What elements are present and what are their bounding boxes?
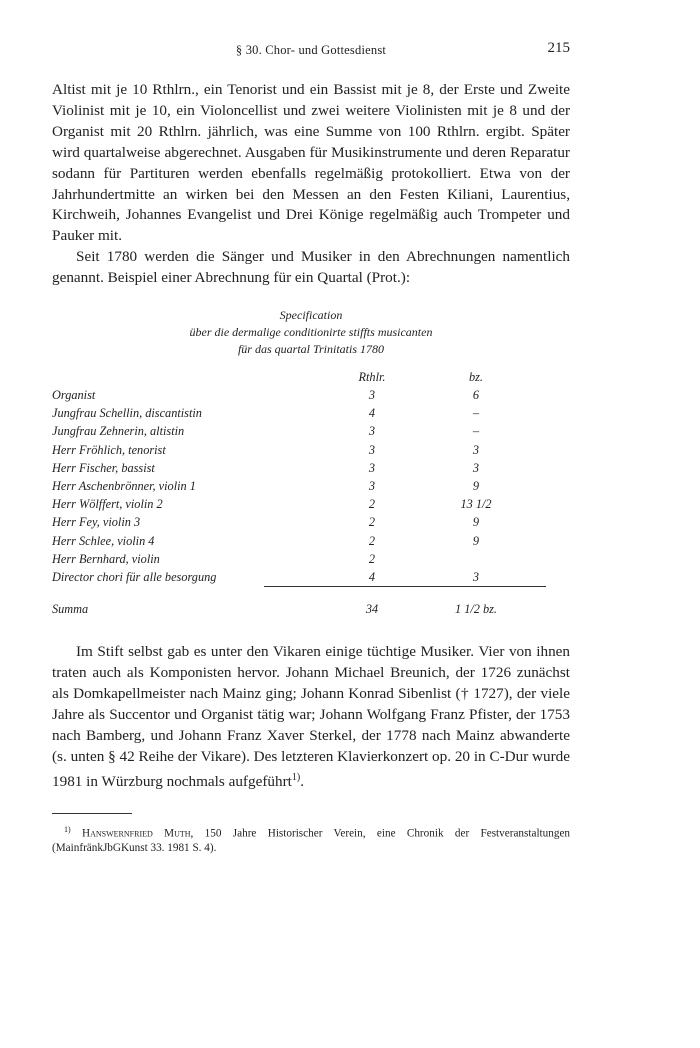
- specification-table: [52, 368, 570, 618]
- table-header-row: [52, 368, 570, 386]
- cell-name: Herr Wölffert, violin 2: [52, 497, 163, 512]
- table-row: [52, 513, 570, 531]
- cell-rthlr: 2: [368, 533, 376, 548]
- column-header-bz: bz.: [468, 370, 483, 385]
- cell-bz: –: [472, 424, 480, 439]
- spec-title-line-2: über die dermalige conditionirte stiffts musicanten: [189, 325, 433, 340]
- specification-title: [52, 307, 570, 358]
- cell-rthlr: 2: [368, 515, 376, 530]
- running-title: § 30. Chor- und Gottesdienst: [235, 43, 387, 57]
- footnote-marker: 1): [64, 824, 71, 834]
- main-text: [52, 80, 570, 289]
- cell-bz: 9: [472, 479, 480, 493]
- spec-title-line-3: für das quartal Trinitatis 1780: [237, 342, 385, 357]
- cell-name: Herr Bernhard, violin: [52, 551, 160, 566]
- cell-rthlr: 3: [368, 479, 376, 493]
- paragraph-3-text: Im Stift selbst gab es unter den Vikaren einige tüchtige Musiker. Vier von ihnen traten auch als Komponisten hervor. Johann Michael Breunich, der 1726 zunächst als Domkapellmeister nach Mainz ging; Johann Konrad Sibenlist († 1727), der viele Jahre als Succentor und Organist tätig war; Johann Wolfgang Franz Pfister, der 1753 nach Bamberg, und Johann Franz Xaver Sterkel, der 1778 nach Mainz abwanderte (s. unten § 42 Reihe der Vikare). Des letzteren Klavierkonzert op. 20 in C-Dur wurde 1981 in Würzburg nochmals aufgeführt: [52, 643, 570, 790]
- table-row: [52, 532, 570, 550]
- cell-rthlr: 3: [368, 388, 376, 403]
- main-text-2: [52, 642, 570, 792]
- table-row: [52, 441, 570, 459]
- paragraph-3: [52, 642, 570, 792]
- table-row: [52, 568, 570, 586]
- cell-name: Herr Fischer, bassist: [52, 460, 155, 475]
- cell-rthlr: 4: [368, 406, 376, 421]
- paragraph-3-end: .: [300, 772, 304, 790]
- footnote: [52, 822, 570, 857]
- cell-bz: 3: [472, 442, 480, 457]
- cell-name: Herr Aschenbrönner, violin 1: [52, 479, 196, 493]
- footnote-ref[interactable]: 1): [291, 771, 301, 783]
- table-row: [52, 404, 570, 422]
- cell-name: Jungfrau Zehnerin, altistin: [52, 424, 185, 439]
- paragraph-2: Seit 1780 werden die Sänger und Musiker in den Abrechnungen namentlich genannt. Beispiel einer Abrechnung für ein Quartal (Prot.):: [52, 248, 570, 287]
- footnote-author: Hanswernfried Muth: [82, 827, 191, 840]
- cell-bz: 9: [472, 533, 480, 548]
- column-header-rthlr: Rthlr.: [358, 370, 386, 385]
- cell-rthlr: 3: [368, 442, 376, 457]
- spec-title-line-1: Specification: [279, 308, 343, 323]
- cell-bz: 13 1/2: [460, 497, 492, 512]
- page-header: [52, 40, 570, 64]
- footnote-rule: [52, 813, 132, 814]
- document-page: [52, 40, 570, 856]
- paragraph-1: Altist mit je 10 Rthlrn., ein Tenorist und ein Bassist mit je 8, der Erste und Zweite Violinist mit je 10, ein Violoncellist und zwei weitere Violinisten mit je 8 und der Organist mit 20 Rthlrn. jährlich, was eine Summe von 100 Rthlrn. ergibt. Später wird quartalweise abgerechnet. Ausgaben für Musikinstrumente und deren Reparatur sodann für Partituren werden ebenfalls regelmäßig protokolliert. Etwa von der Jahrhundertmitte an wirken bei den Messen an den Festen Kiliani, Laurentius, Kirchweih, Johannes Evangelist und Drei Könige regelmäßig auch Trompeter und Pauker mit.: [52, 81, 570, 245]
- cell-rthlr: 4: [368, 569, 376, 584]
- table-row-summa: [52, 600, 570, 618]
- cell-bz: 9: [472, 515, 480, 530]
- cell-name: Jungfrau Schellin, discantistin: [52, 406, 202, 421]
- summa-bz: 1 1/2 bz.: [454, 602, 498, 617]
- table-row: [52, 459, 570, 477]
- cell-bz: 3: [472, 569, 480, 584]
- cell-bz: 6: [472, 388, 480, 403]
- table-row: [52, 422, 570, 440]
- cell-rthlr: 3: [368, 460, 376, 475]
- table-row: [52, 550, 570, 568]
- cell-name: Herr Schlee, violin 4: [52, 533, 155, 548]
- table-body: [52, 386, 570, 586]
- table-row: [52, 477, 570, 495]
- cell-bz: 3: [472, 460, 480, 475]
- cell-bz: –: [472, 406, 480, 421]
- cell-rthlr: 2: [368, 497, 376, 512]
- cell-name: Herr Fröhlich, tenorist: [52, 442, 166, 457]
- cell-name: Organist: [52, 388, 96, 403]
- summa-label: Summa: [52, 602, 89, 617]
- page-number: 215: [547, 40, 570, 56]
- table-row: [52, 386, 570, 404]
- cell-rthlr: 2: [368, 551, 376, 566]
- cell-rthlr: 3: [368, 424, 376, 439]
- sum-rule: [264, 586, 546, 587]
- footnote-text: , 150 Jahre Historischer Verein, eine Chronik der Festveranstaltungen (MainfränkJbGKunst 33. 1981 S. 4).: [52, 827, 570, 855]
- cell-name: Herr Fey, violin 3: [52, 515, 141, 530]
- summa-rthlr: 34: [365, 602, 379, 617]
- table-row: [52, 495, 570, 513]
- cell-name: Director chori für alle besorgung: [52, 569, 217, 584]
